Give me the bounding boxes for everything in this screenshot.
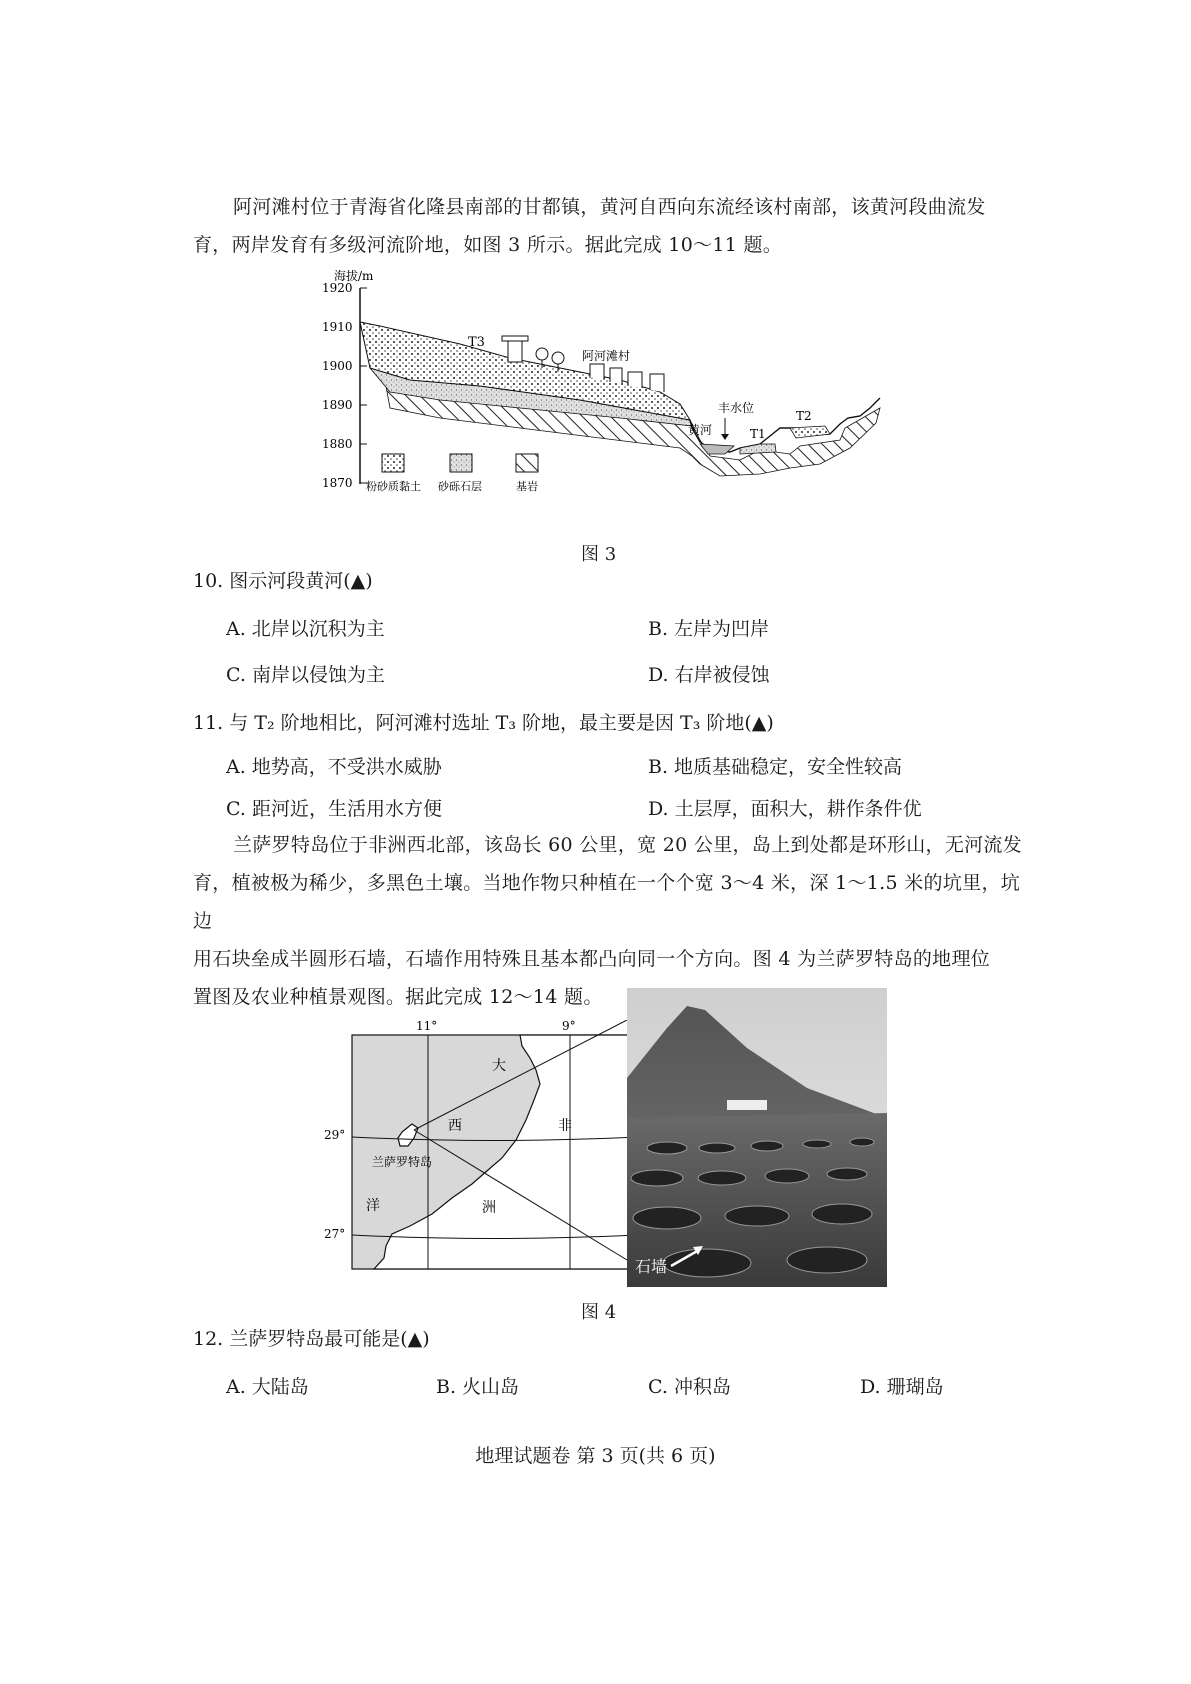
figure-3-caption: 图 3 [581,544,617,565]
page-footer: 地理试题卷 第 3 页(共 6 页) [475,1445,716,1467]
label-zhou: 洲 [482,1200,496,1216]
label-lon-11: 11° [416,1020,438,1033]
q10-option-c: C. 南岸以侵蚀为主 [226,664,385,686]
q11-option-d: D. 土层厚，面积大，耕作条件优 [648,798,922,820]
q12-option-a: A. 大陆岛 [226,1376,309,1398]
legend [366,454,538,493]
q12-option-d: D. 珊瑚岛 [860,1376,944,1398]
question-12-stem: 12. 兰萨罗特岛最可能是(▲) [193,1328,430,1350]
y-tick-1920: 1920 [322,281,353,295]
y-tick-1880: 1880 [322,437,353,451]
passage-1-line-2: 育，两岸发育有多级河流阶地，如图 3 所示。据此完成 10～11 题。 [193,234,783,256]
question-10-stem: 10. 图示河段黄河(▲) [193,570,373,592]
q11-option-a: A. 地势高，不受洪水威胁 [226,756,442,778]
q10-option-d: D. 右岸被侵蚀 [648,664,770,686]
question-11-stem: 11. 与 T₂ 阶地相比，阿河滩村选址 T₃ 阶地，最主要是因 T₃ 阶地(▲) [193,712,774,734]
label-lon-9: 9° [562,1020,576,1033]
q10-option-b: B. 左岸为凹岸 [648,618,770,640]
legend-bedrock: 基岩 [516,480,538,493]
figure-4-caption: 图 4 [581,1302,617,1323]
figure-4-landscape-photo [627,988,887,1287]
figure-4-location-map [322,1020,642,1274]
passage-2-line-2: 育，植被极为稀少，多黑色土壤。当地作物只种植在一个个宽 3～4 米，深 1～1.5 米的坑里，坑边 [193,872,1021,932]
y-tick-1870: 1870 [322,476,353,490]
label-lat-27: 27° [324,1227,346,1241]
q12-option-c: C. 冲积岛 [648,1376,731,1398]
label-river: 黄河 [688,423,713,437]
farm-building [727,1100,767,1110]
label-stone-wall: 石墙 [635,1257,668,1276]
label-island: 兰萨罗特岛 [372,1155,433,1169]
figure-3-cross-section [320,268,920,528]
label-fei: 非 [558,1118,572,1134]
legend-silty-clay: 粉砂质黏土 [366,480,421,493]
q11-option-c: C. 距河近，生活用水方便 [226,798,442,820]
passage-1 [193,188,1035,264]
legend-gravel: 砂砾石层 [438,480,482,493]
passage-2-line-1: 兰萨罗特岛位于非洲西北部，该岛长 60 公里，宽 20 公里，岛上到处都是环形山，无河流发 [233,834,1023,856]
q10-option-a: A. 北岸以沉积为主 [226,618,385,640]
passage-2 [193,826,1035,1016]
label-t2: T2 [796,409,812,423]
label-da: 大 [492,1058,506,1074]
q12-option-b: B. 火山岛 [436,1376,520,1398]
label-t1: T1 [750,427,766,441]
terrace-t1 [740,444,776,454]
label-t3: T3 [468,335,485,350]
q11-option-b: B. 地质基础稳定，安全性较高 [648,756,903,778]
y-tick-1890: 1890 [322,398,353,412]
y-tick-1900: 1900 [322,359,353,373]
terrace-t2 [790,426,830,438]
label-xi: 西 [448,1118,462,1134]
label-flood-level: 丰水位 [718,401,755,415]
label-village: 阿河滩村 [582,349,631,363]
passage-1-line-1: 阿河滩村位于青海省化隆县南部的甘都镇，黄河自西向东流经该村南部，该黄河段曲流发 [233,196,986,218]
passage-2-line-4: 置图及农业种植景观图。据此完成 12～14 题。 [193,986,603,1008]
y-axis-title: 海拔/m [334,269,374,283]
label-lat-29: 29° [324,1128,346,1142]
passage-2-line-3: 用石块垒成半圆形石墙，石墙作用特殊且基本都凸向同一个方向。图 4 为兰萨罗特岛的地理位 [193,948,991,970]
y-tick-1910: 1910 [322,320,353,334]
label-yang: 洋 [366,1198,380,1214]
